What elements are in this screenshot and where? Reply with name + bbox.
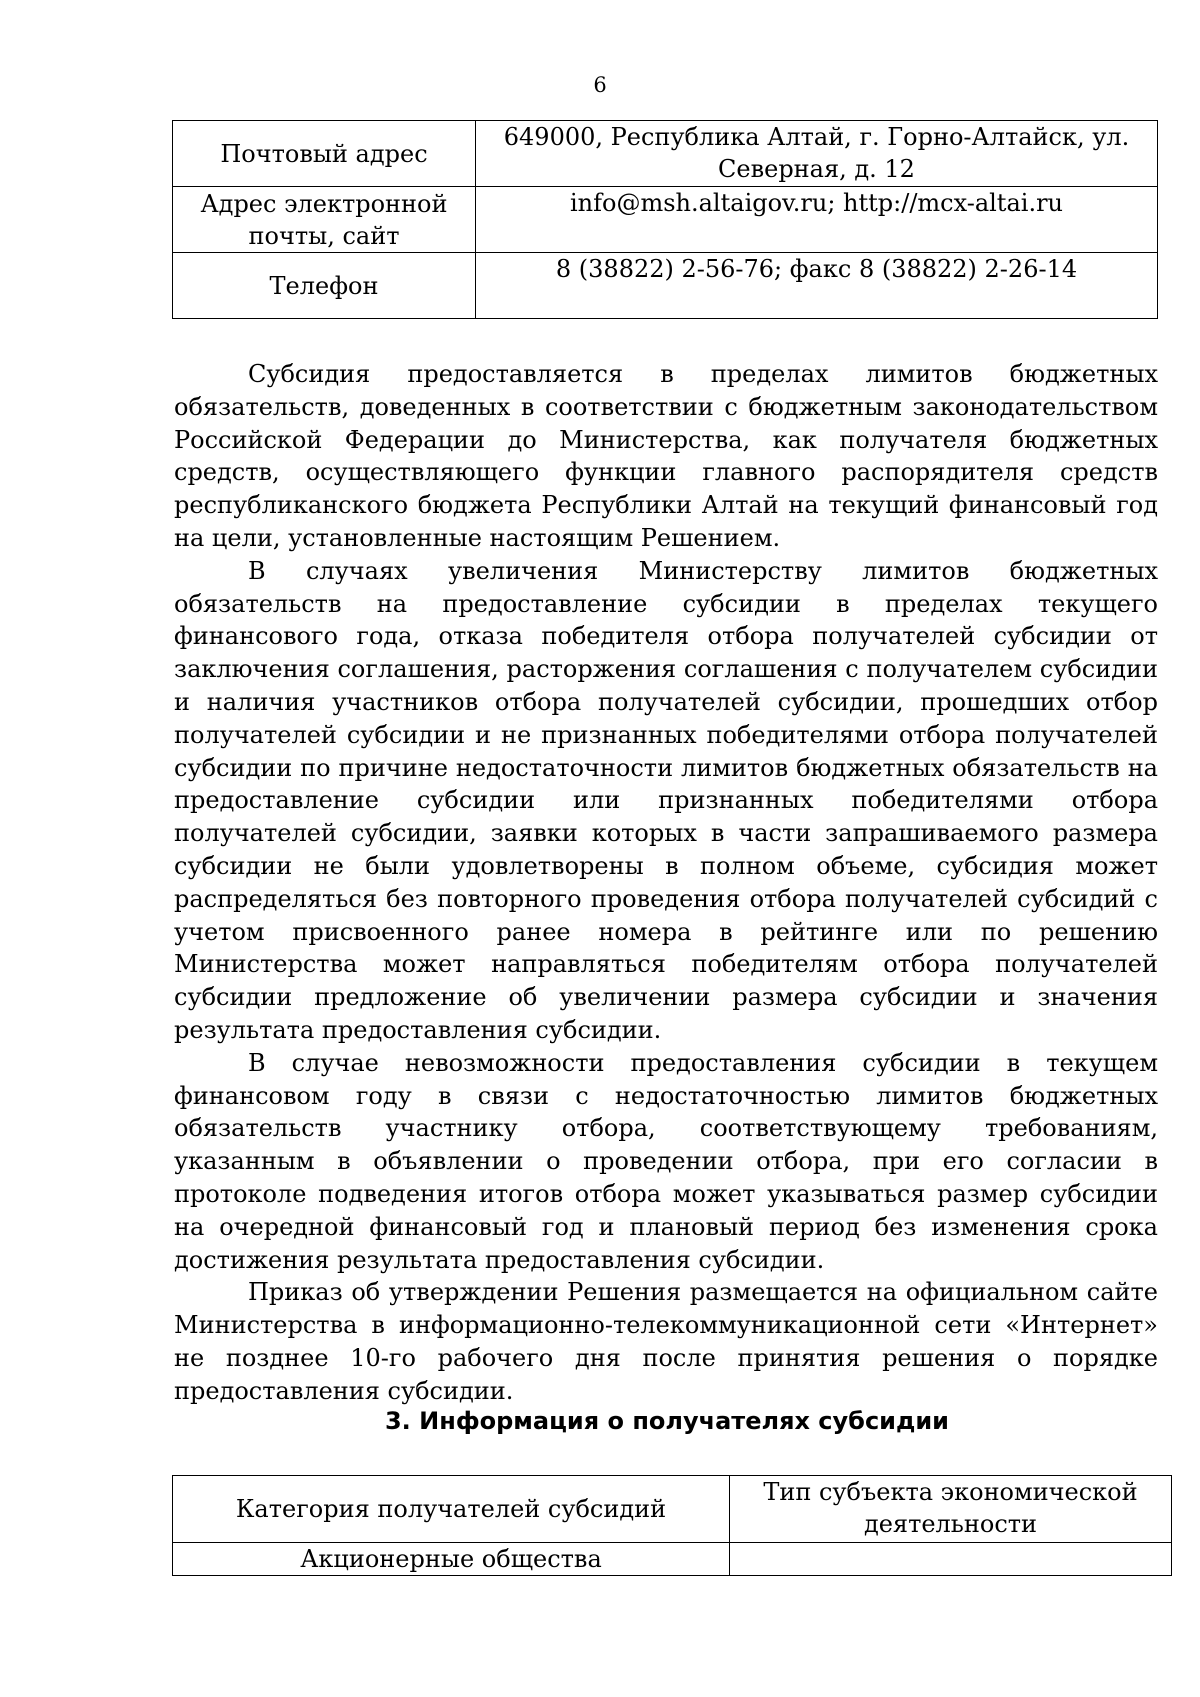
paragraph-subsidy-limits: Субсидия предоставляется в пределах лимитов бюджетных обязательств, доведенных в соответствии с бюджетным законодательством Российской Федерации до Министерства, как получателя бюджетных средств, осуществляющего функции главного распорядителя средств республиканского бюджета Республики Алтай на текущий финансовый год на цели, установленные настоящим Решением. (174, 360, 1158, 552)
recipients-table (172, 1475, 1172, 1576)
body-text (174, 358, 1158, 1408)
table-row (173, 187, 1158, 253)
table-cell-entity-type (730, 1543, 1172, 1576)
table-row (173, 1543, 1172, 1576)
postal-address-label: Почтовый адрес (173, 121, 476, 187)
table-cell-category: Акционерные общества (173, 1543, 730, 1576)
paragraph-insufficient-limits: В случае невозможности предоставления субсидии в текущем финансовом году в связи с недостаточностью лимитов бюджетных обязательств участнику отбора, соответствующему требованиям, указанным в объявлении о проведении отбора, при его согласии в протоколе подведения итогов отбора может указываться размер субсидии на очередной финансовый год и плановый период без изменения срока достижения результата предоставления субсидии. (174, 1048, 1158, 1274)
contacts-table (172, 120, 1158, 319)
table-row (173, 253, 1158, 319)
column-header-entity-type: Тип субъекта экономической деятельности (730, 1476, 1172, 1543)
email-site-value: info@msh.altaigov.ru; http://mcx-altai.ru (476, 187, 1158, 253)
column-header-category: Категория получателей субсидий (173, 1476, 730, 1543)
table-row (173, 121, 1158, 187)
phone-label: Телефон (173, 253, 476, 319)
page-number: 6 (593, 73, 607, 97)
phone-value: 8 (38822) 2-56-76; факс 8 (38822) 2-26-14 (476, 253, 1158, 319)
postal-address-value: 649000, Республика Алтай, г. Горно-Алтайск, ул. Северная, д. 12 (476, 121, 1158, 187)
section-heading: 3. Информация о получателях субсидии (384, 1407, 949, 1435)
paragraph-limit-increase: В случаях увеличения Министерству лимитов бюджетных обязательств на предоставление субсидии в пределах текущего финансового года, отказа победителя отбора получателей субсидии от заключения соглашения, расторжения соглашения с получателем субсидии и наличия участников отбора получателей субсидии, прошедших отбор получателей субсидии и не признанных победителями отбора получателей субсидии по причине недостаточности лимитов бюджетных обязательств на предоставление субсидии или признанных победителями отбора получателей субсидии, заявки которых в части запрашиваемого размера субсидии не были удовлетворены в полном объеме, субсидия может распределяться без повторного проведения отбора получателей субсидий с учетом присвоенного ранее номера в рейтинге или по решению Министерства может направляться победителям отбора получателей субсидии предложение об увеличении размера субсидии и значения результата предоставления субсидии. (174, 556, 1158, 1044)
paragraph-order-publication: Приказ об утверждении Решения размещается на официальном сайте Министерства в информационно-телекоммуникационной сети «Интернет» не позднее 10-го рабочего дня после принятия решения о порядке предоставления субсидии. (174, 1278, 1158, 1405)
table-header-row (173, 1476, 1172, 1543)
email-site-label: Адрес электронной почты, сайт (173, 187, 476, 253)
